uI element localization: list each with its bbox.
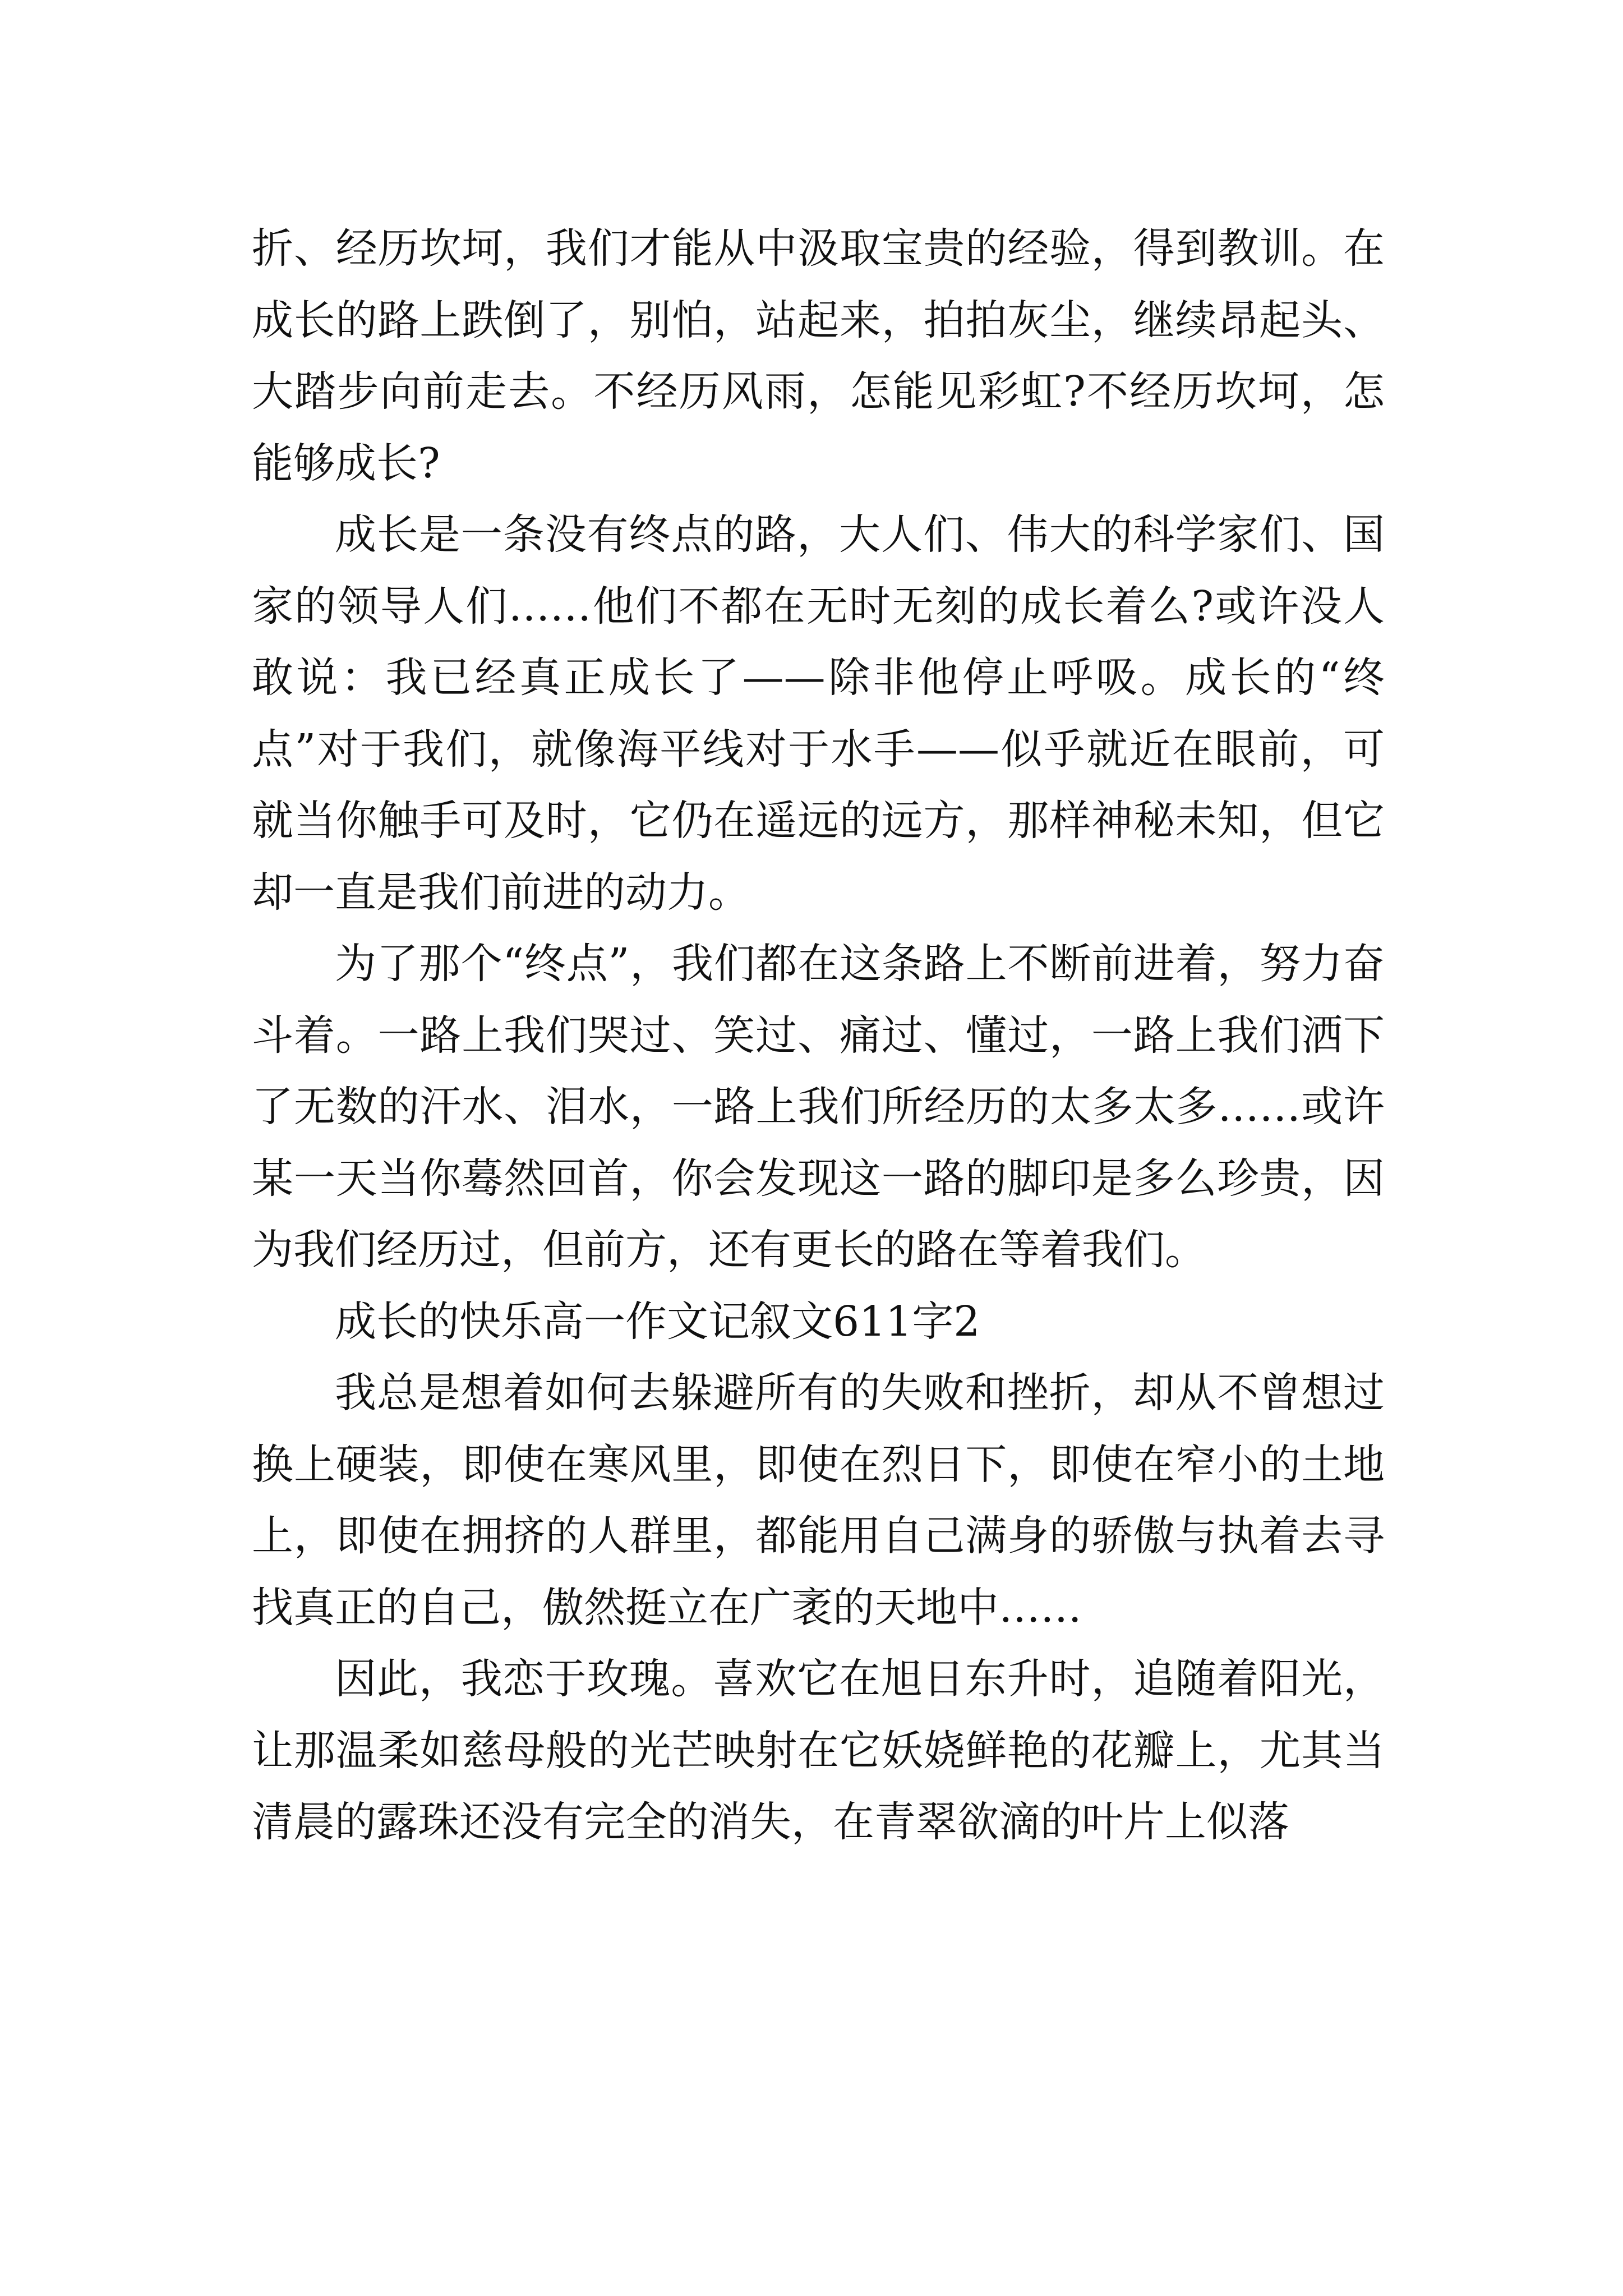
essay-title: 成长的快乐高一作文记叙文611字2 bbox=[335, 1297, 980, 1346]
paragraph-rose: 因此，我恋于玫瑰。喜欢它在旭日东升时，追随着阳光，让那温柔如慈母般的光芒映射在它妖娆鲜艳的花瓣上，尤其当清晨的露珠还没有完全的消失，在青翠欲滴的叶片上似落 bbox=[252, 1655, 1385, 1846]
paragraph-avoiding-failure: 我总是想着如何去躲避所有的失败和挫折，却从不曾想过换上硬装，即使在寒风里，即使在烈日下，即使在窄小的土地上，即使在拥挤的人群里，都能用自己满身的骄傲与执着去寻找真正的自己，傲然挺立在广袤的天地中…… bbox=[252, 1369, 1385, 1632]
paragraph-growth-endless-road: 成长是一条没有终点的路，大人们、伟大的科学家们、国家的领导人们……他们不都在无时无刻的成长着么?或许没人敢说：我已经真正成长了——除非他停止呼吸。成长的“终点”对于我们，就像海平线对于水手——似乎就近在眼前，可就当你触手可及时，它仍在遥远的远方，那样神秘未知，但它却一直是我们前进的动力。 bbox=[252, 510, 1385, 917]
paragraph-striving-toward-end: 为了那个“终点”，我们都在这条路上不断前进着，努力奋斗着。一路上我们哭过、笑过、痛过、懂过，一路上我们洒下了无数的汗水、泪水，一路上我们所经历的太多太多……或许某一天当你蓦然回首，你会发现这一路的脚印是多么珍贵，因为我们经历过，但前方，还有更长的路在等着我们。 bbox=[252, 940, 1385, 1274]
essay-body bbox=[252, 213, 1385, 1858]
paragraph-continuation: 折、经历坎坷，我们才能从中汲取宝贵的经验，得到教训。在成长的路上跌倒了，别怕，站起来，拍拍灰尘，继续昂起头、大踏步向前走去。不经历风雨，怎能见彩虹?不经历坎坷，怎能够成长? bbox=[252, 224, 1385, 487]
